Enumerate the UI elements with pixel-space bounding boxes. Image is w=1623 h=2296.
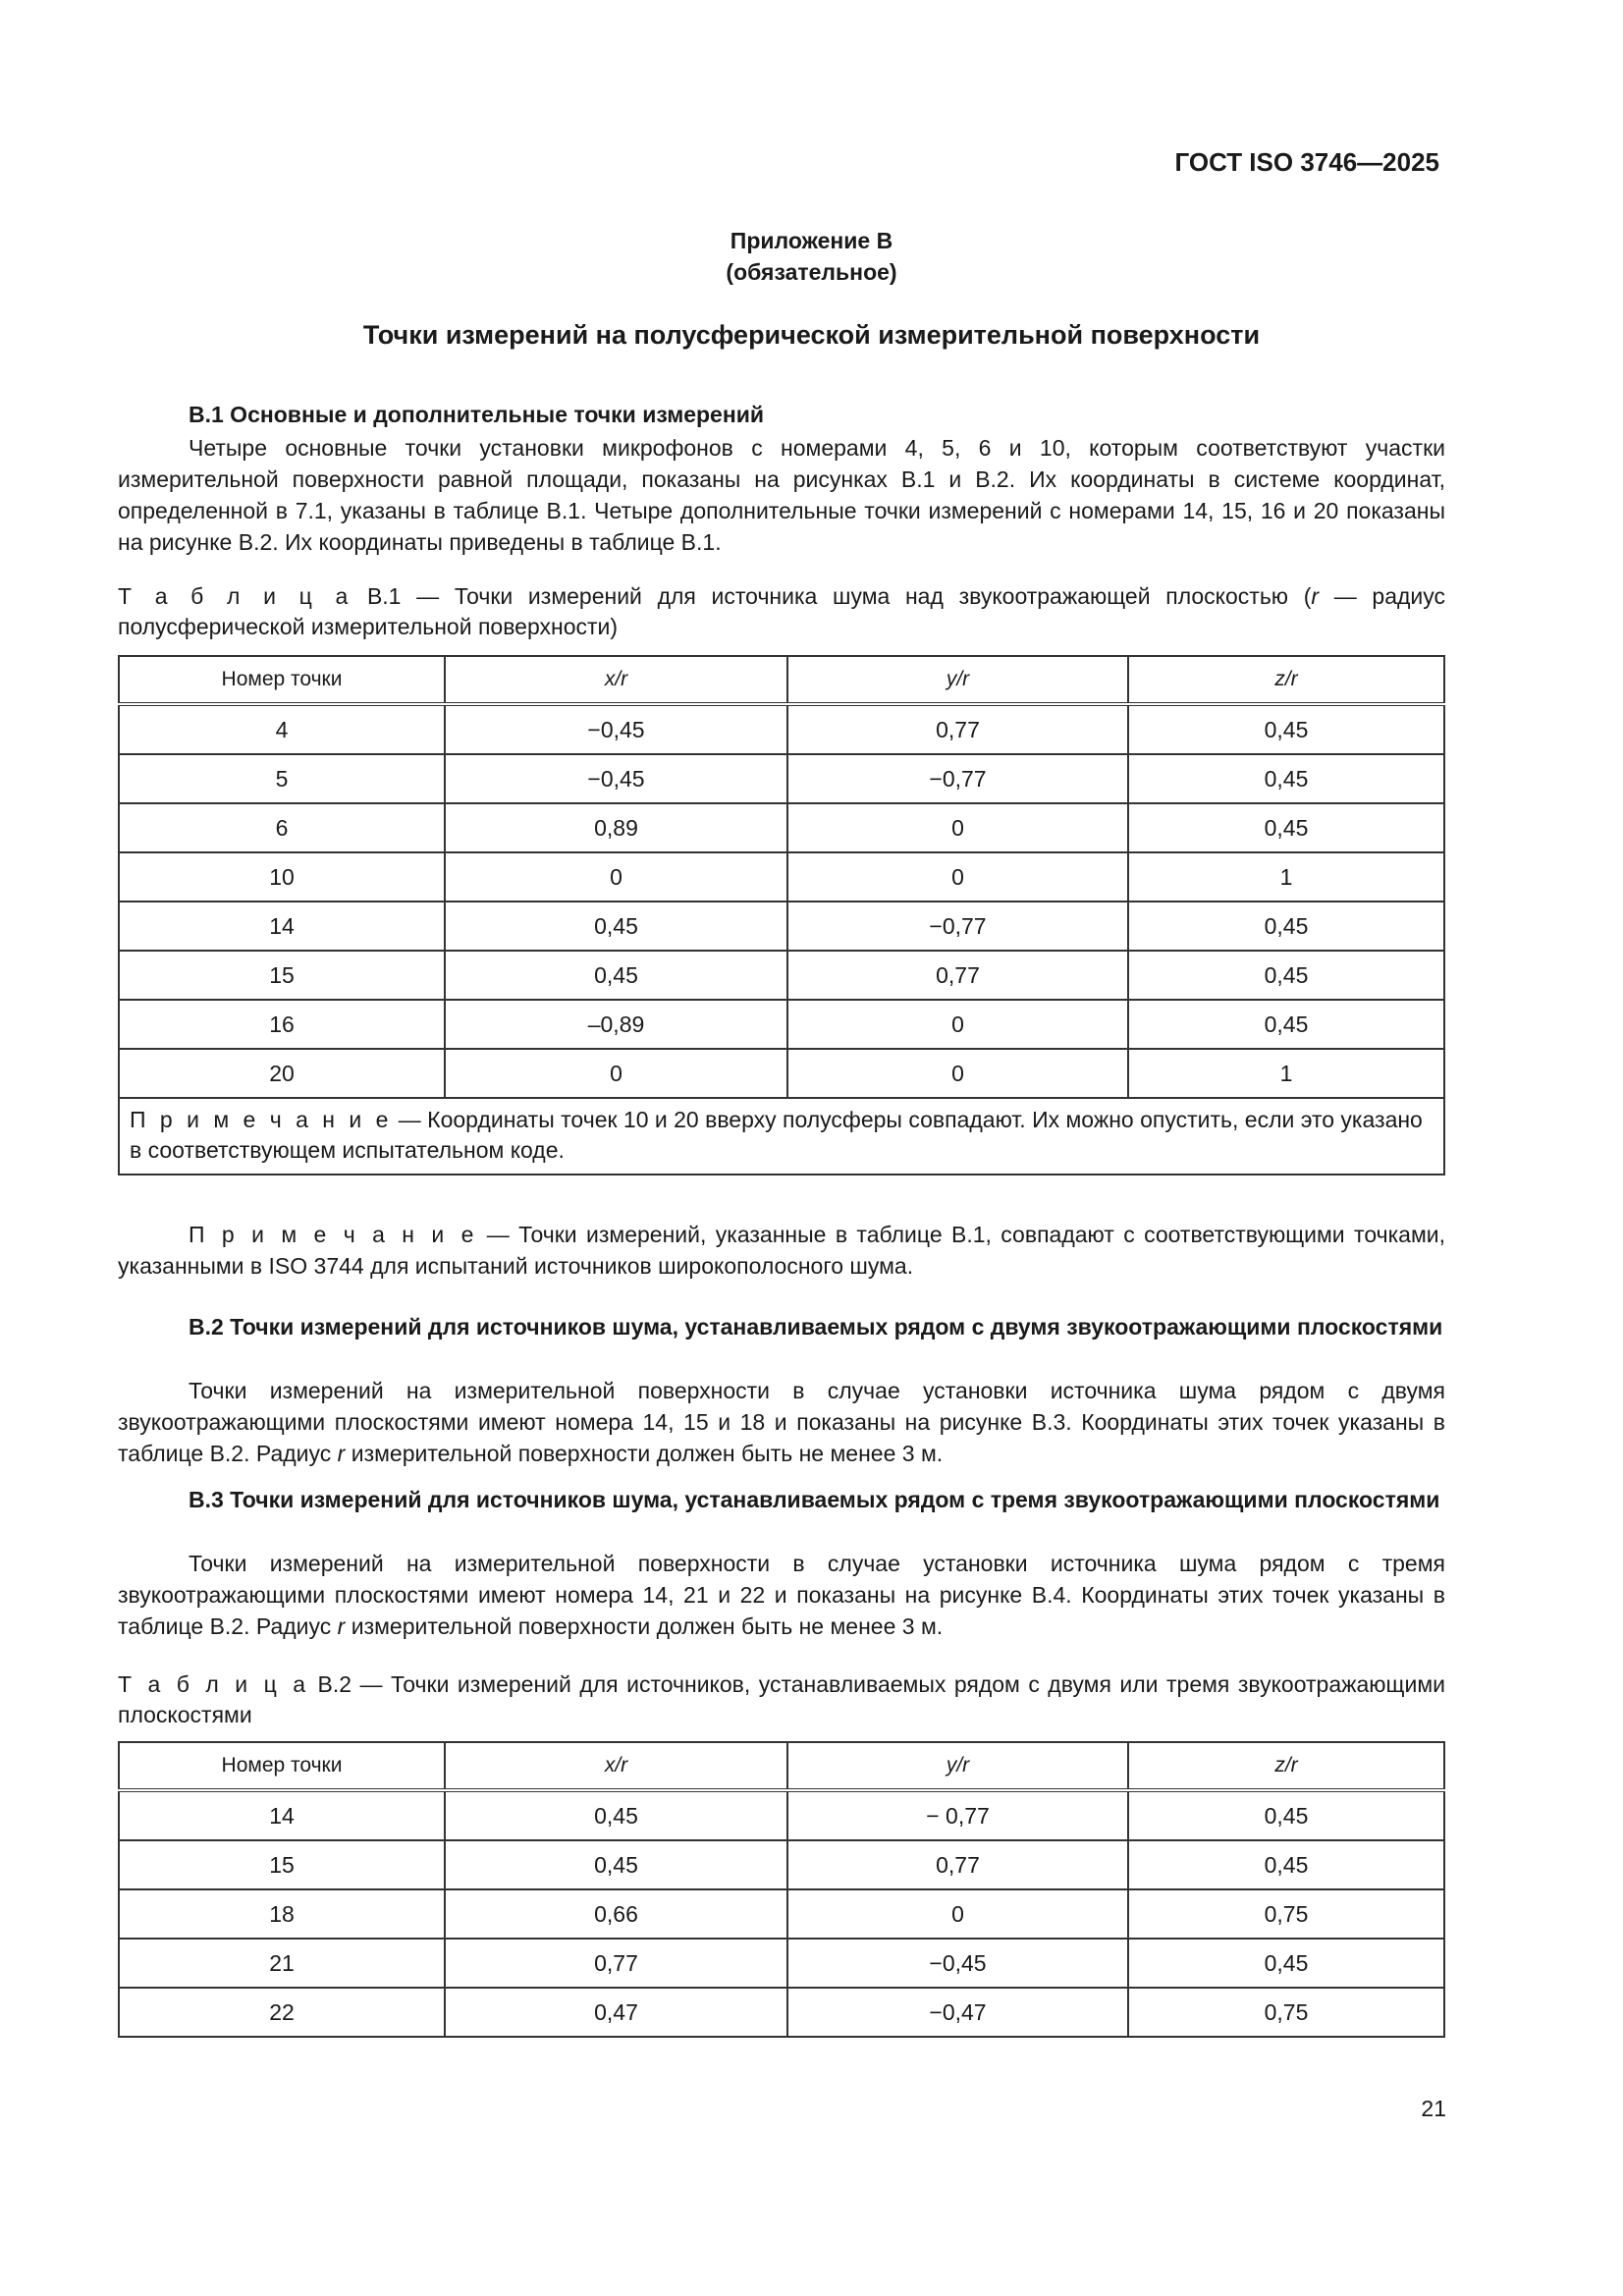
cell-z: 0,45 xyxy=(1128,803,1444,852)
cell-point: 5 xyxy=(119,754,445,803)
cell-x: 0,45 xyxy=(445,902,787,951)
cell-x: 0,45 xyxy=(445,1840,787,1889)
note-label: П р и м е ч а н и е xyxy=(130,1107,393,1132)
cell-point: 4 xyxy=(119,704,445,754)
appendix-label: Приложение В xyxy=(730,228,893,253)
cell-y: −0,77 xyxy=(787,902,1128,951)
document-code: ГОСТ ISO 3746—2025 xyxy=(1174,147,1439,177)
cell-z: 0,45 xyxy=(1128,951,1444,1000)
table-b1-caption xyxy=(118,581,1445,642)
cell-point: 18 xyxy=(119,1889,445,1939)
table-row xyxy=(119,1939,1444,1988)
cell-x: −0,45 xyxy=(445,704,787,754)
cell-x: −0,45 xyxy=(445,754,787,803)
cell-y: −0,77 xyxy=(787,754,1128,803)
cell-point: 15 xyxy=(119,1840,445,1889)
table-row xyxy=(119,1790,1444,1840)
table-row xyxy=(119,704,1444,754)
cell-y: −0,45 xyxy=(787,1939,1128,1988)
section-b2-heading: В.2 Точки измерений для источников шума, устанавливаемых рядом с двумя звукоотражающими плоскостями xyxy=(189,1314,1443,1339)
table-label: Т а б л и ц а xyxy=(118,583,352,609)
page-number: 21 xyxy=(1421,2096,1446,2121)
cell-z: 0,75 xyxy=(1128,1889,1444,1939)
appendix-status: (обязательное) xyxy=(726,259,897,285)
cell-x: 0,45 xyxy=(445,1790,787,1840)
cell-x: 0 xyxy=(445,1049,787,1098)
cell-z: 0,45 xyxy=(1128,754,1444,803)
cell-z: 0,45 xyxy=(1128,1790,1444,1840)
col-header-z: z/r xyxy=(1128,656,1444,704)
table-row xyxy=(119,1000,1444,1049)
paragraph-text: измерительной поверхности должен быть не менее 3 м. xyxy=(345,1613,944,1639)
paragraph-text: измерительной поверхности должен быть не менее 3 м. xyxy=(345,1441,944,1466)
note-after-table-b1 xyxy=(118,1219,1445,1282)
cell-x: 0 xyxy=(445,852,787,902)
col-header-z: z/r xyxy=(1128,1742,1444,1790)
section-b1-paragraph: Четыре основные точки установки микрофонов с номерами 4, 5, 6 и 10, которым соответствуют участки измерительной поверхности равной площади, показаны на рисунках В.1 и В.2. Их координаты в системе координат, определенной в 7.1, указаны в таблице В.1. Четыре дополнительные точки измерений с номерами 14, 15, 16 и 20 показаны на рисунке В.2. Их координаты приведены в таблице В.1. xyxy=(118,435,1445,555)
table-row xyxy=(119,852,1444,902)
cell-x: 0,89 xyxy=(445,803,787,852)
table-row xyxy=(119,1988,1444,2037)
cell-y: 0 xyxy=(787,1889,1128,1939)
note-text: — Точки измерений, указанные в таблице В.1, совпадают с соответствующими точками, указанными в ISO 3744 для испытаний источников широкополосного шума. xyxy=(118,1222,1445,1279)
cell-z: 0,45 xyxy=(1128,704,1444,754)
col-header-x: x/r xyxy=(445,1742,787,1790)
paragraph-text: Точки измерений на измерительной поверхности в случае установки источника шума рядом с тремя звукоотражающими плоскостями имеют номера 14, 21 и 22 и показаны на рисунке В.4. Координаты этих точек указаны в таблице В.2. Радиус xyxy=(118,1551,1445,1639)
cell-point: 20 xyxy=(119,1049,445,1098)
col-header-point: Номер точки xyxy=(119,1742,445,1790)
table-row xyxy=(119,1840,1444,1889)
section-b3-paragraph xyxy=(118,1548,1445,1642)
cell-point: 14 xyxy=(119,902,445,951)
cell-y: 0 xyxy=(787,803,1128,852)
cell-z: 0,45 xyxy=(1128,1840,1444,1889)
table-b1 xyxy=(118,655,1445,1175)
table-row xyxy=(119,754,1444,803)
table-caption-text: В.1 — Точки измерений для источника шума над звукоотражающей плоскостью ( xyxy=(352,583,1312,609)
table-row xyxy=(119,902,1444,951)
table-row xyxy=(119,951,1444,1000)
cell-x: 0,47 xyxy=(445,1988,787,2037)
cell-y: 0 xyxy=(787,1000,1128,1049)
cell-z: 0,45 xyxy=(1128,1939,1444,1988)
radius-var: r xyxy=(337,1613,346,1639)
table-note-row xyxy=(119,1098,1444,1175)
cell-point: 15 xyxy=(119,951,445,1000)
cell-point: 14 xyxy=(119,1790,445,1840)
cell-y: 0 xyxy=(787,852,1128,902)
cell-point: 16 xyxy=(119,1000,445,1049)
table-row xyxy=(119,803,1444,852)
cell-z: 1 xyxy=(1128,1049,1444,1098)
cell-point: 22 xyxy=(119,1988,445,2037)
table-b2 xyxy=(118,1741,1445,2038)
section-b3-text xyxy=(118,1548,1445,1642)
table-header-row xyxy=(119,656,1444,704)
table-row xyxy=(119,1049,1444,1098)
cell-x: 0,45 xyxy=(445,951,787,1000)
radius-var: r xyxy=(1311,583,1320,609)
cell-y: 0,77 xyxy=(787,1840,1128,1889)
cell-x: 0,77 xyxy=(445,1939,787,1988)
cell-y: 0,77 xyxy=(787,951,1128,1000)
table-caption-text: В.2 — Точки измерений для источников, устанавливаемых рядом с двумя или тремя звукоотражающими плоскостями xyxy=(118,1671,1445,1727)
section-b2-paragraph xyxy=(118,1375,1445,1469)
radius-var: r xyxy=(337,1441,346,1466)
note-label: П р и м е ч а н и е xyxy=(189,1222,478,1247)
col-header-y: y/r xyxy=(787,656,1128,704)
note-text: — Координаты точек 10 и 20 вверху полусферы совпадают. Их можно опустить, если это указано в соответствующем испытательном коде. xyxy=(130,1107,1423,1163)
table-note xyxy=(119,1098,1444,1175)
section-b1-heading: В.1 Основные и дополнительные точки измерений xyxy=(189,402,765,427)
table-b2-caption xyxy=(118,1669,1445,1730)
section-b3-heading: В.3 Точки измерений для источников шума, устанавливаемых рядом с тремя звукоотражающими плоскостями xyxy=(189,1487,1440,1512)
col-header-point: Номер точки xyxy=(119,656,445,704)
table-caption-text: — радиус полусферической измерительной поверхности) xyxy=(118,583,1445,639)
cell-z: 0,75 xyxy=(1128,1988,1444,2037)
note-paragraph xyxy=(118,1219,1445,1282)
section-b1-text xyxy=(118,432,1445,558)
cell-point: 10 xyxy=(119,852,445,902)
cell-y: − 0,77 xyxy=(787,1790,1128,1840)
cell-y: −0,47 xyxy=(787,1988,1128,2037)
section-b2-text xyxy=(118,1375,1445,1469)
appendix-title: Точки измерений на полусферической измерительной поверхности xyxy=(362,320,1261,350)
cell-x: 0,66 xyxy=(445,1889,787,1939)
paragraph-text: Точки измерений на измерительной поверхности в случае установки источника шума рядом с двумя звукоотражающими плоскостями имеют номера 14, 15 и 18 и показаны на рисунке В.3. Координаты этих точек указаны в таблице В.2. Радиус xyxy=(118,1378,1445,1466)
cell-y: 0,77 xyxy=(787,704,1128,754)
table-header-row xyxy=(119,1742,1444,1790)
cell-z: 0,45 xyxy=(1128,902,1444,951)
col-header-x: x/r xyxy=(445,656,787,704)
table-label: Т а б л и ц а xyxy=(118,1671,310,1697)
cell-z: 0,45 xyxy=(1128,1000,1444,1049)
cell-point: 21 xyxy=(119,1939,445,1988)
cell-point: 6 xyxy=(119,803,445,852)
col-header-y: y/r xyxy=(787,1742,1128,1790)
table-row xyxy=(119,1889,1444,1939)
cell-z: 1 xyxy=(1128,852,1444,902)
cell-y: 0 xyxy=(787,1049,1128,1098)
cell-x: –0,89 xyxy=(445,1000,787,1049)
